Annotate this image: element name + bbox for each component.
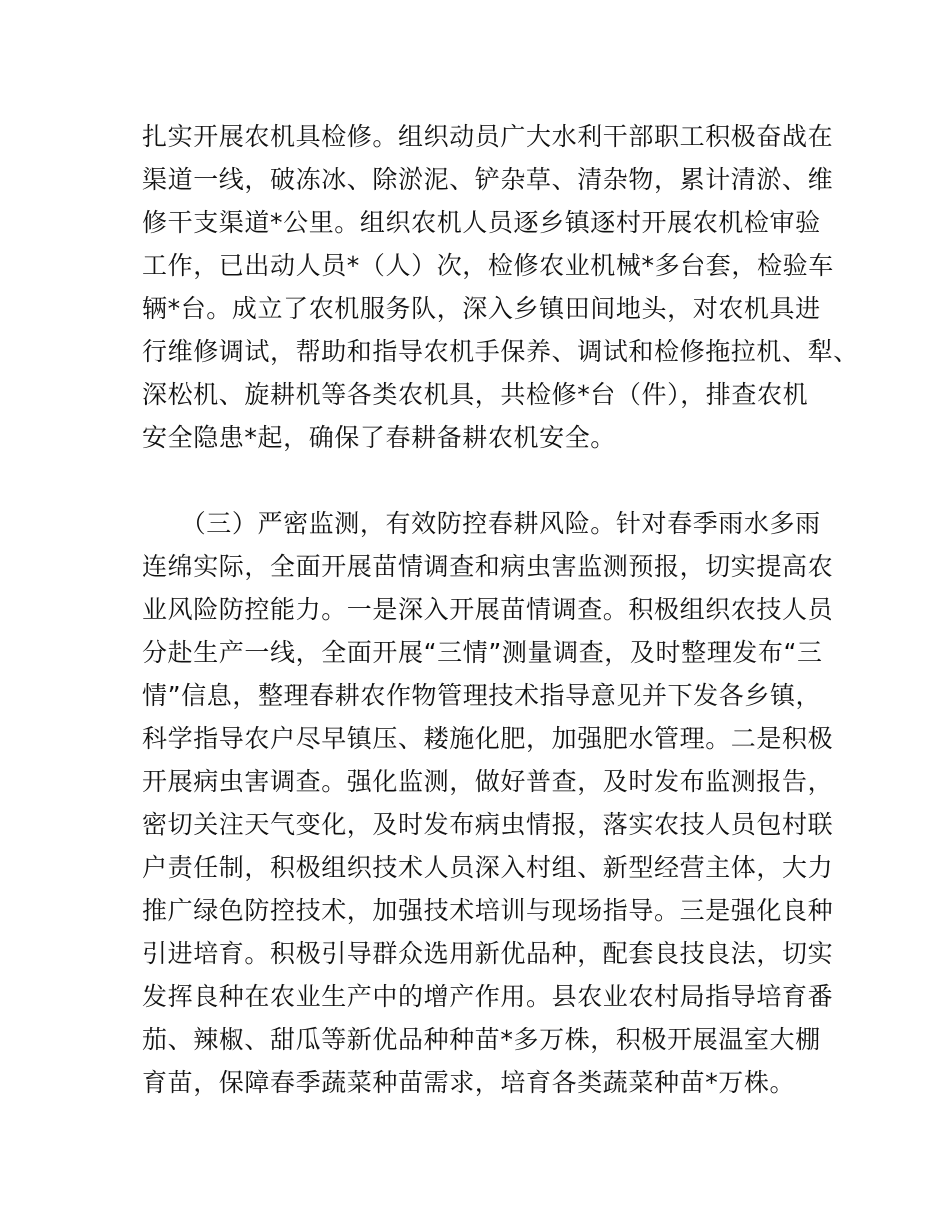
text-line: 育苗，保障春季蔬菜种苗需求，培育各类蔬菜种苗*万株。: [142, 1068, 796, 1097]
section-heading-line: （三）严密监测，有效防控春耕风险。针对春季雨水多雨: [142, 509, 821, 538]
text-line: 渠道一线，破冻冰、除淤泥、铲杂草、清杂物，累计清淤、维: [142, 165, 834, 194]
text-line: 深松机、旋耕机等各类农机具，共检修*台（件），排查农机: [142, 380, 809, 409]
text-line: 辆*台。成立了农机服务队，深入乡镇田间地头，对农机具进: [142, 294, 821, 323]
text-line: 科学指导农户尽早镇压、耧施化肥，加强肥水管理。二是积极: [142, 724, 834, 753]
text-line: 密切关注天气变化，及时发布病虫情报，落实农技人员包村联: [142, 810, 834, 839]
text-line: 工作，已出动人员*（人）次，检修农业机械*多台套，检验车: [142, 251, 834, 280]
text-line: 行维修调试，帮助和指导农机手保养、调试和检修拖拉机、犁、: [142, 337, 859, 366]
paragraph-monitoring: [142, 502, 834, 1104]
text-line: 修干支渠道*公里。组织农机人员逐乡镇逐村开展农机检审验: [142, 208, 821, 237]
text-line: 发挥良种在农业生产中的增产作用。县农业农村局指导培育番: [142, 982, 834, 1011]
text-line: 推广绿色防控技术，加强技术培训与现场指导。三是强化良种: [142, 896, 834, 925]
text-line: 茄、辣椒、甜瓜等新优品种种苗*多万株，积极开展温室大棚: [142, 1025, 821, 1054]
paragraph-farm-machinery: [142, 115, 859, 459]
text-line: 安全隐患*起，确保了春耕备耕农机安全。: [142, 423, 616, 452]
text-line: 扎实开展农机具检修。组织动员广大水利干部职工积极奋战在: [142, 122, 834, 151]
text-line: 分赴生产一线，全面开展“三情”测量调查，及时整理发布“三: [142, 638, 823, 667]
text-line: 连绵实际，全面开展苗情调查和病虫害监测预报，切实提高农: [142, 552, 834, 581]
text-line: 开展病虫害调查。强化监测，做好普查，及时发布监测报告，: [142, 767, 834, 796]
text-line: 引进培育。积极引导群众选用新优品种，配套良技良法，切实: [142, 939, 834, 968]
text-line: 业风险防控能力。一是深入开展苗情调查。积极组织农技人员: [142, 595, 834, 624]
text-line: 情”信息，整理春耕农作物管理技术指导意见并下发各乡镇，: [142, 681, 822, 710]
text-line: 户责任制，积极组织技术人员深入村组、新型经营主体，大力: [142, 853, 834, 882]
